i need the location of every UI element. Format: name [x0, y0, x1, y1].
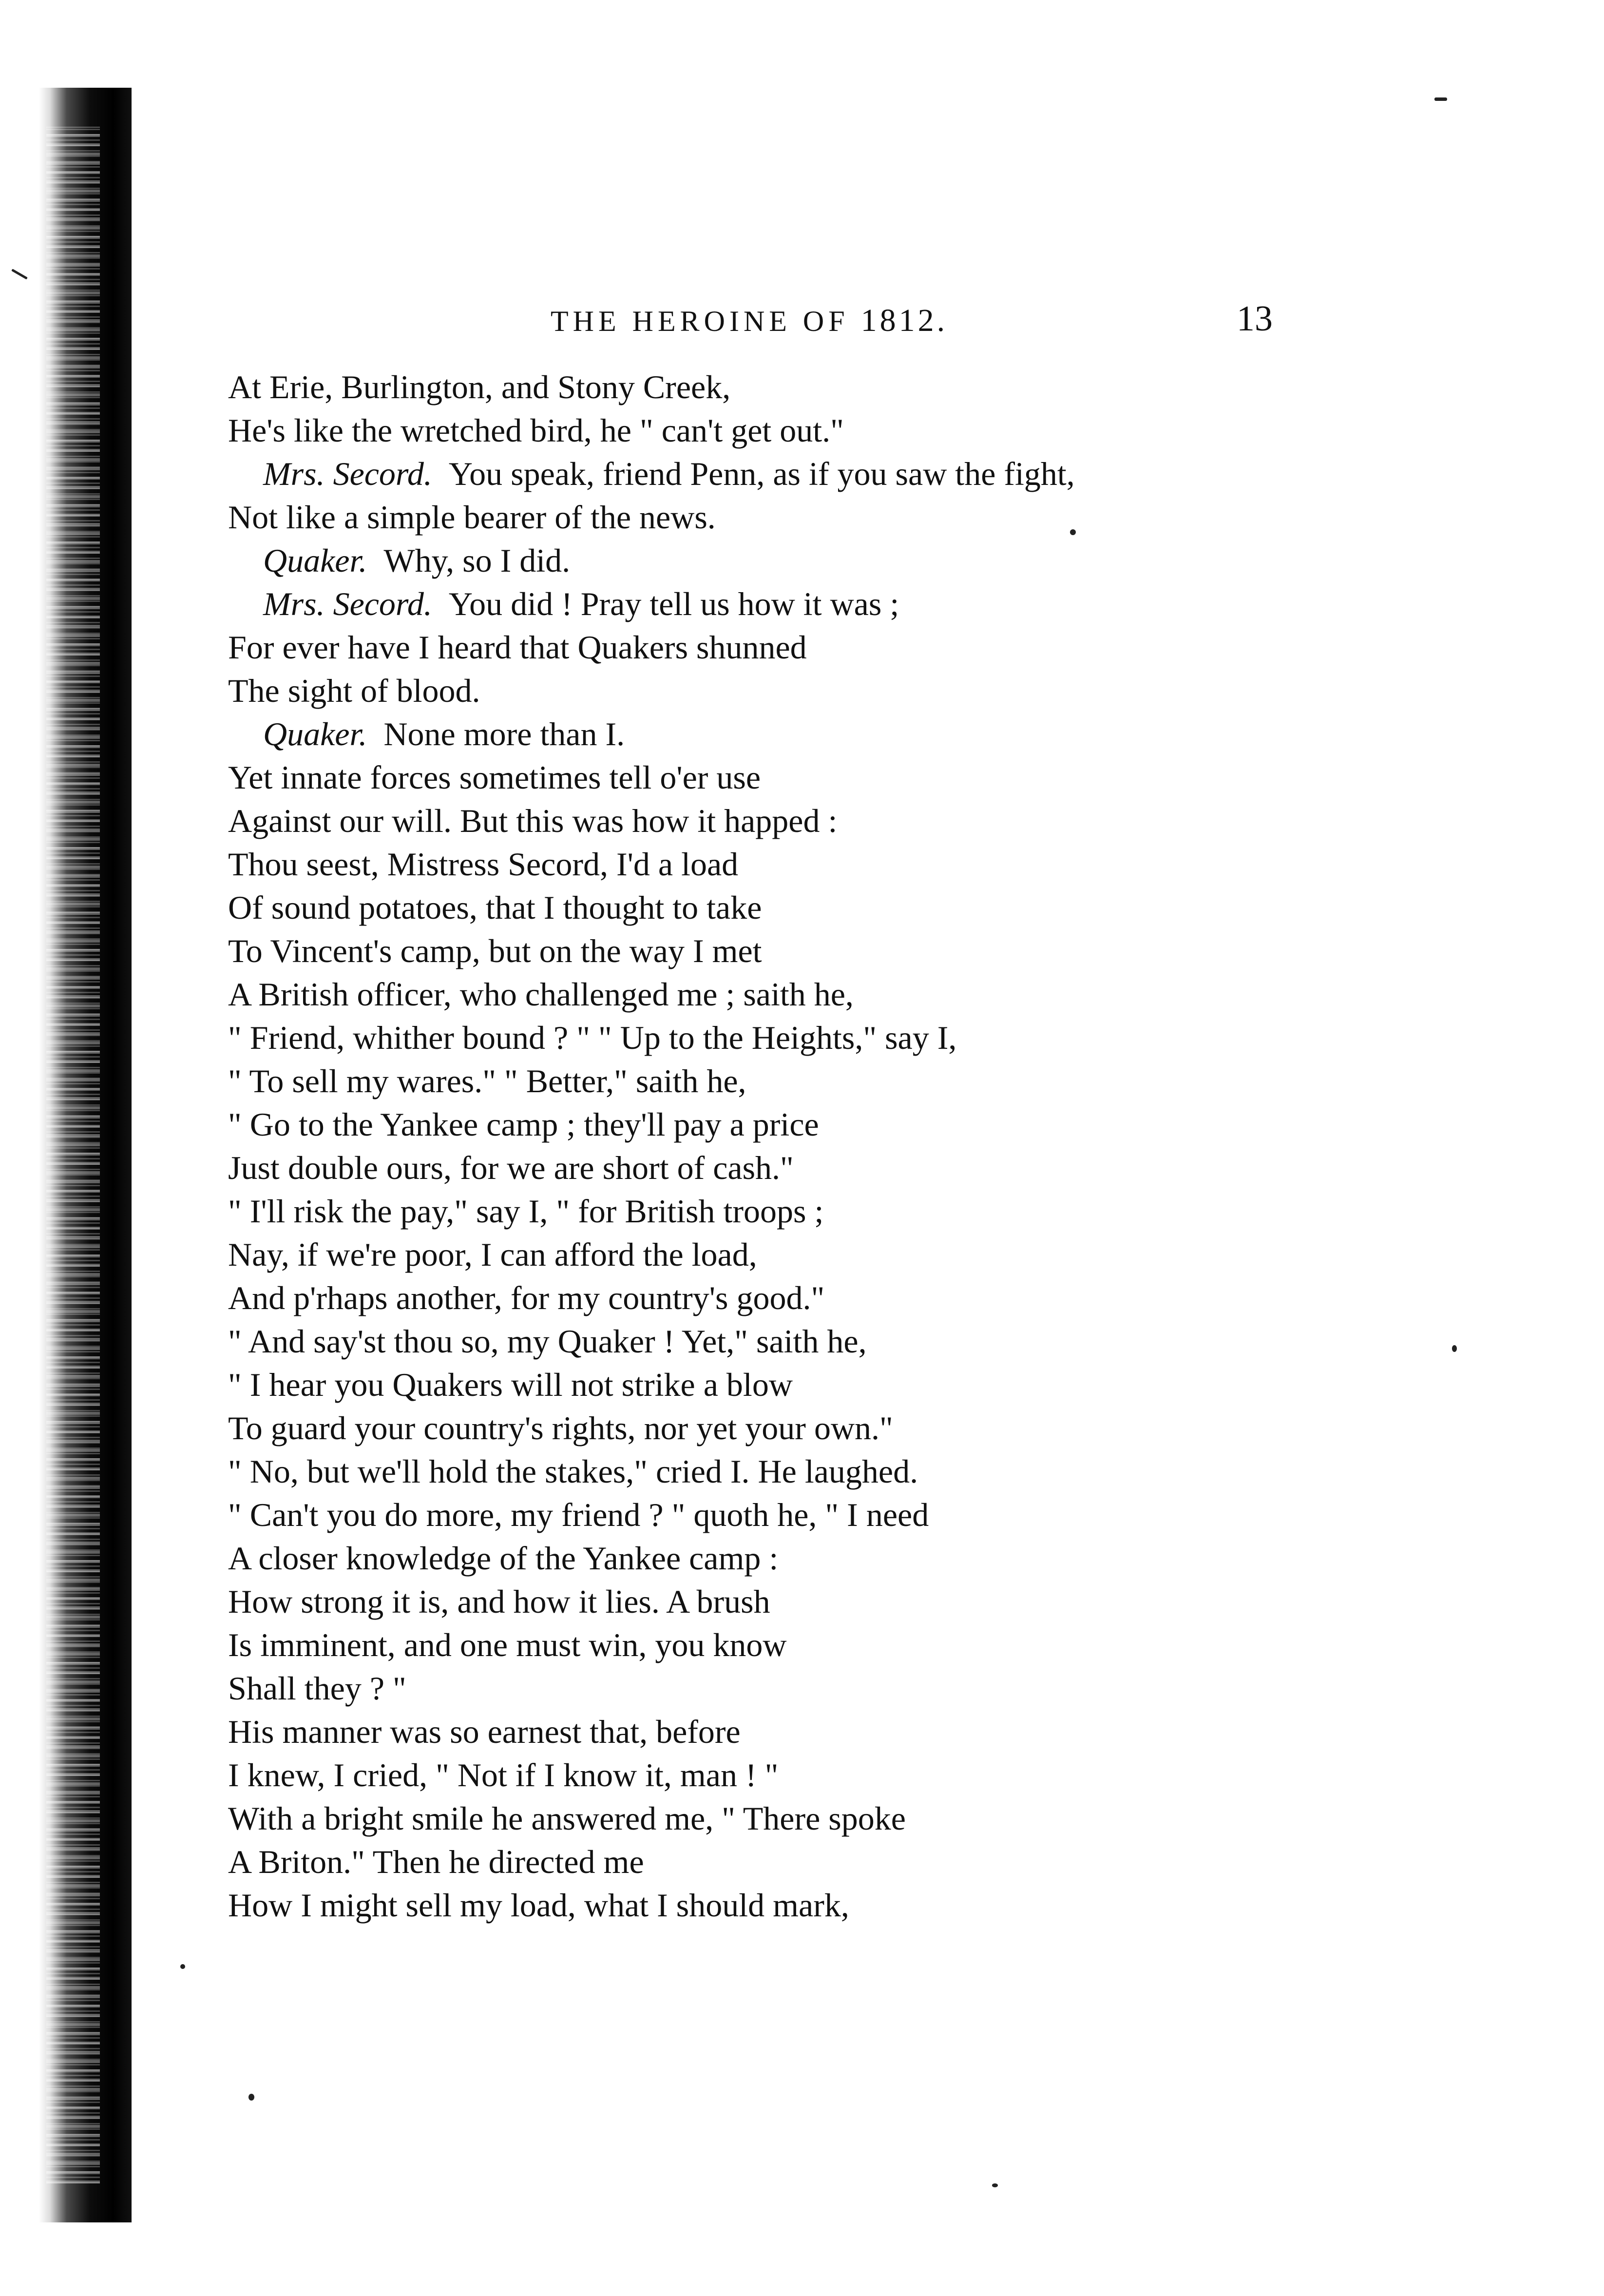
line-text: At Erie, Burlington, and Stony Creek, [228, 368, 731, 405]
verse-line [228, 1016, 1544, 1060]
line-text: Just double ours, for we are short of cash." [228, 1149, 794, 1186]
line-text: Thou seest, Mistress Secord, I'd a load [228, 846, 739, 883]
verse-line [228, 452, 1544, 496]
verse-line [228, 1103, 1544, 1146]
line-text: " I'll risk the pay," say I, " for British troops ; [228, 1193, 824, 1230]
line-text: You did ! Pray tell us how it was ; [448, 585, 899, 622]
verse-line [228, 843, 1544, 886]
speaker-name: Mrs. Secord. [263, 455, 432, 492]
line-text: With a bright smile he answered me, " There spoke [228, 1800, 906, 1837]
verse-line [228, 1233, 1544, 1276]
verse-line [228, 366, 1544, 409]
verse-line [228, 1407, 1544, 1450]
line-text: A British officer, who challenged me ; saith he, [228, 976, 854, 1013]
line-text: The sight of blood. [228, 672, 480, 709]
line-text: How strong it is, and how it lies. A brush [228, 1583, 770, 1620]
line-text: A closer knowledge of the Yankee camp : [228, 1540, 779, 1577]
line-text: To guard your country's rights, nor yet your own." [228, 1409, 893, 1447]
line-text: Nay, if we're poor, I can afford the load, [228, 1236, 757, 1273]
speaker-name: Mrs. Secord. [263, 585, 432, 622]
verse-line [228, 1840, 1544, 1884]
speaker-name: Quaker. [263, 542, 367, 579]
line-text: Yet innate forces sometimes tell o'er use [228, 759, 761, 796]
verse-line [228, 799, 1544, 843]
speaker-name: Quaker. [263, 715, 367, 752]
line-text: You speak, friend Penn, as if you saw the fight, [448, 455, 1075, 492]
line-text: I knew, I cried, " Not if I know it, man ! " [228, 1756, 779, 1794]
page-number: 13 [1237, 299, 1273, 339]
line-text: How I might sell my load, what I should mark, [228, 1887, 849, 1924]
verse-line [228, 1754, 1544, 1797]
verse-line [228, 1623, 1544, 1667]
verse-line [228, 1276, 1544, 1320]
line-text: Of sound potatoes, that I thought to take [228, 889, 762, 926]
verse-line [228, 1363, 1544, 1407]
line-text: To Vincent's camp, but on the way I met [228, 932, 762, 969]
line-text: " No, but we'll hold the stakes," cried I. He laughed. [228, 1453, 918, 1490]
verse-line [228, 582, 1544, 626]
verse-line [228, 496, 1544, 539]
verse-line [228, 1537, 1544, 1580]
running-head-year: 1812. [860, 303, 948, 338]
verse-line [228, 1493, 1544, 1537]
verse-line [228, 886, 1544, 929]
line-text: " Friend, whither bound ? " " Up to the Heights," say I, [228, 1019, 957, 1056]
line-text: Shall they ? " [228, 1670, 406, 1707]
verse-text [228, 366, 1544, 1927]
verse-line [228, 409, 1544, 452]
line-text: And p'rhaps another, for my country's good." [228, 1279, 825, 1316]
scan-speck [992, 2183, 998, 2187]
line-text: Why, so I did. [383, 542, 571, 579]
scan-speck [180, 1964, 185, 1969]
verse-line [228, 1667, 1544, 1710]
line-text: He's like the wretched bird, he " can't get out." [228, 412, 844, 449]
verse-line [228, 1190, 1544, 1233]
verse-line [228, 1884, 1544, 1927]
line-text: " I hear you Quakers will not strike a blow [228, 1366, 793, 1403]
verse-line [228, 1797, 1544, 1840]
line-text: A Briton." Then he directed me [228, 1843, 644, 1880]
verse-line [228, 756, 1544, 799]
verse-line [228, 1060, 1544, 1103]
verse-line [228, 539, 1544, 582]
verse-line [228, 1710, 1544, 1754]
scan-speck [248, 2094, 254, 2101]
binding-edge-texture [46, 127, 100, 2183]
line-text: " Go to the Yankee camp ; they'll pay a price [228, 1106, 819, 1143]
verse-line [228, 1146, 1544, 1190]
line-text: Against our will. But this was how it happed : [228, 802, 838, 839]
verse-line [228, 626, 1544, 669]
verse-line [228, 1580, 1544, 1623]
scan-speck [11, 269, 28, 279]
verse-line [228, 1450, 1544, 1493]
running-head-title: THE HEROINE OF [551, 305, 861, 337]
running-head [551, 298, 948, 344]
line-text: Is imminent, and one must win, you know [228, 1626, 787, 1663]
verse-line [228, 1320, 1544, 1363]
line-text: Not like a simple bearer of the news. [228, 499, 716, 536]
verse-line [228, 929, 1544, 973]
line-text: For ever have I heard that Quakers shunned [228, 629, 807, 666]
line-text: " Can't you do more, my friend ? " quoth he, " I need [228, 1496, 929, 1533]
line-text: None more than I. [383, 715, 625, 752]
verse-line [228, 713, 1544, 756]
verse-line [228, 973, 1544, 1016]
line-text: His manner was so earnest that, before [228, 1713, 741, 1750]
line-text: " And say'st thou so, my Quaker ! Yet," saith he, [228, 1323, 867, 1360]
scan-speck [1452, 1345, 1457, 1352]
scan-speck [1070, 529, 1076, 535]
verse-line [228, 669, 1544, 713]
scan-speck [1434, 97, 1447, 101]
line-text: " To sell my wares." " Better," saith he, [228, 1062, 746, 1100]
